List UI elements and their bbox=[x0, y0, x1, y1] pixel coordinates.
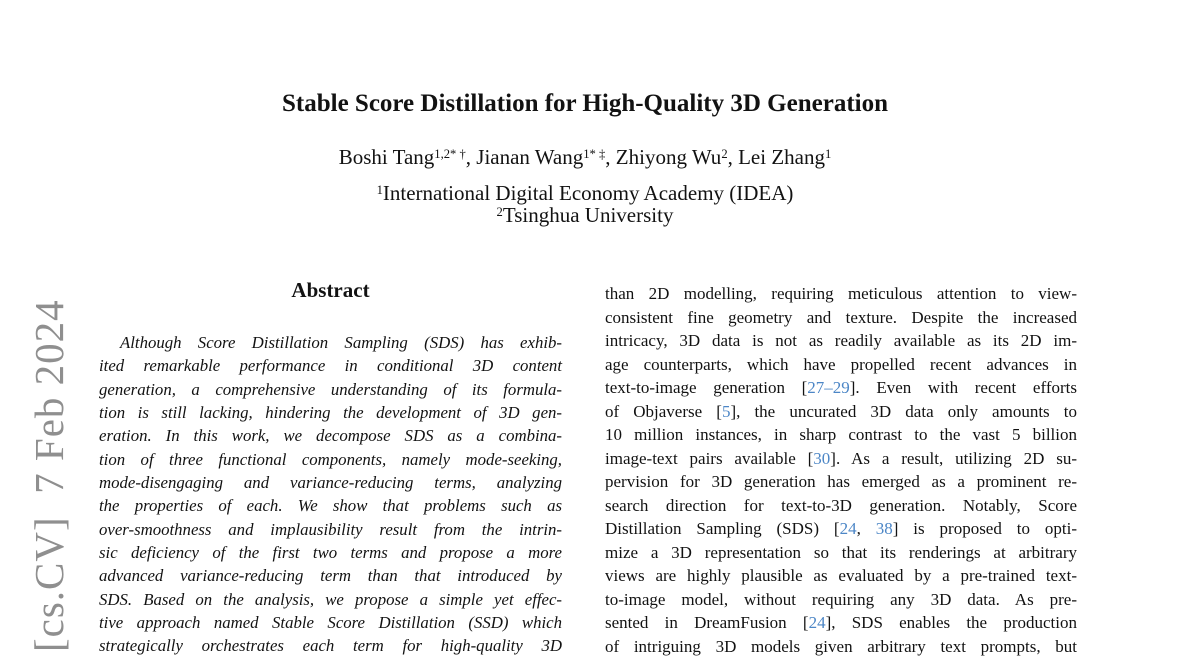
abstract-line: Although Score Distillation Sampling (SDS) has exhib- bbox=[99, 331, 562, 354]
abstract-line: sic deficiency of the first two terms and propose a more bbox=[99, 541, 562, 564]
abstract-line: ited remarkable performance in conditional 3D content bbox=[99, 354, 562, 377]
body-line: of intriguing 3D models given arbitrary text prompts, but bbox=[605, 635, 1077, 658]
abstract-line: eration. In this work, we decompose SDS as a combina- bbox=[99, 424, 562, 447]
body-line: 10 million instances, in sharp contrast to the vast 5 billion bbox=[605, 423, 1077, 447]
abstract-line: tive approach named Stable Score Distillation (SSD) which bbox=[99, 611, 562, 634]
body-line: age counterparts, which have propelled recent advances in bbox=[605, 353, 1077, 377]
body-line: search direction for text-to-3D generation. Notably, Score bbox=[605, 494, 1077, 518]
body-line: text-to-image generation [27–29]. Even with recent efforts bbox=[605, 376, 1077, 400]
superscript-marker: 1 bbox=[825, 147, 831, 161]
citation-link[interactable]: 38 bbox=[876, 519, 893, 538]
citation-link[interactable]: 24 bbox=[840, 519, 857, 538]
body-line: image-text pairs available [30]. As a result, utilizing 2D su- bbox=[605, 447, 1077, 471]
superscript-marker: 1,2* † bbox=[434, 147, 465, 161]
body-line: to-image model, without requiring any 3D data. As pre- bbox=[605, 588, 1077, 612]
abstract-line: tion of three functional components, namely mode-seeking, bbox=[99, 448, 562, 471]
affiliation-line-1: $^1$International Digital Economy Academy (IDEA) bbox=[15, 181, 1155, 206]
body-column-right bbox=[605, 282, 1077, 658]
abstract-line: generation, a comprehensive understanding of its formula- bbox=[99, 378, 562, 401]
abstract-line: strategically orchestrates each term for high-quality 3D bbox=[99, 634, 562, 657]
abstract-line: the properties of each. We show that problems such as bbox=[99, 494, 562, 517]
paper-title: Stable Score Distillation for High-Quality 3D Generation bbox=[15, 89, 1155, 119]
abstract-line: over-smoothness and implausibility result from the intrin- bbox=[99, 518, 562, 541]
abstract-text bbox=[99, 331, 562, 658]
abstract-line: mode-disengaging and variance-reducing terms, analyzing bbox=[99, 471, 562, 494]
body-line: intricacy, 3D data is not as readily available as its 2D im- bbox=[605, 329, 1077, 353]
citation-link[interactable]: 30 bbox=[813, 449, 830, 468]
body-line: Distillation Sampling (SDS) [24, 38] is proposed to opti- bbox=[605, 517, 1077, 541]
citation-link[interactable]: 5 bbox=[722, 402, 731, 421]
abstract-line: SDS. Based on the analysis, we propose a simple yet effec- bbox=[99, 588, 562, 611]
body-line: sented in DreamFusion [24], SDS enables the production bbox=[605, 611, 1077, 635]
citation-link[interactable]: 27–29 bbox=[807, 378, 850, 397]
superscript-marker: 1* ‡ bbox=[583, 147, 605, 161]
citation-link[interactable]: 24 bbox=[809, 613, 826, 632]
superscript-marker: 2 bbox=[721, 147, 727, 161]
affiliation-line-2: $^2$Tsinghua University bbox=[15, 203, 1155, 228]
body-line: of Objaverse [5], the uncurated 3D data only amounts to bbox=[605, 400, 1077, 424]
superscript-marker: 1 bbox=[377, 183, 383, 197]
abstract-line: tion is still lacking, hindering the development of 3D gen- bbox=[99, 401, 562, 424]
abstract-heading: Abstract bbox=[99, 278, 562, 303]
body-line: views are highly plausible as evaluated by a pre-trained text- bbox=[605, 564, 1077, 588]
abstract-line: advanced variance-reducing term than that introduced by bbox=[99, 564, 562, 587]
body-line: consistent fine geometry and texture. Despite the increased bbox=[605, 306, 1077, 330]
body-line: than 2D modelling, requiring meticulous attention to view- bbox=[605, 282, 1077, 306]
body-line: pervision for 3D generation has emerged as a prominent re- bbox=[605, 470, 1077, 494]
body-line: mize a 3D representation so that its renderings at arbitrary bbox=[605, 541, 1077, 565]
arxiv-watermark: [cs.CV] 7 Feb 2024 bbox=[26, 299, 72, 652]
author-line: Boshi Tang$^{1,2* \dagger}$, Jianan Wang$^{1* \ddagger}$, Zhiyong Wu$^2$, Lei Zhang$^1$ bbox=[15, 145, 1155, 170]
superscript-marker: 2 bbox=[497, 205, 503, 219]
